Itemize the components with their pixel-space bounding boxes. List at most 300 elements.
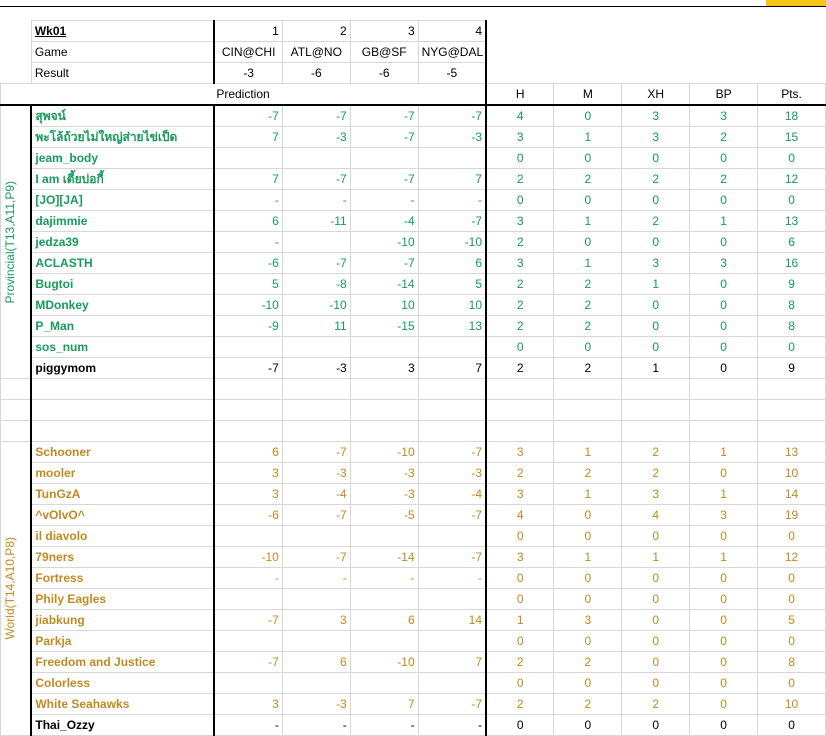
stat-header-spacer — [486, 21, 554, 42]
stat-value: 3 — [622, 127, 690, 148]
points-value: 12 — [758, 169, 826, 190]
empty-cell — [1, 400, 32, 421]
pick-value[interactable]: -7 — [214, 610, 282, 631]
player-name[interactable]: สุพจน์ — [31, 105, 214, 127]
pick-value[interactable]: -10 — [350, 652, 418, 673]
pick-value[interactable]: -7 — [282, 547, 350, 568]
spacer-cell — [1, 0, 32, 21]
stat-value: 1 — [554, 547, 622, 568]
table-row — [1, 673, 826, 694]
table-row — [1, 127, 826, 148]
stat-value: 0 — [554, 232, 622, 253]
pick-value[interactable] — [282, 232, 350, 253]
stat-value: 2 — [690, 127, 758, 148]
stat-value: 0 — [690, 694, 758, 715]
stat-value: 0 — [486, 148, 554, 169]
pick-value[interactable]: -7 — [418, 442, 486, 463]
stat-header-spacer — [758, 42, 826, 63]
stat-value: 0 — [622, 610, 690, 631]
pick-value[interactable] — [214, 148, 282, 169]
points-value: 0 — [758, 526, 826, 547]
separator-row — [1, 400, 826, 421]
player-name[interactable]: Freedom and Justice — [31, 652, 214, 673]
week-label: Wk01 — [31, 21, 214, 42]
stat-value: 2 — [486, 358, 554, 379]
points-value: 19 — [758, 505, 826, 526]
pick-value[interactable]: - — [214, 715, 282, 736]
pick-value[interactable]: - — [418, 190, 486, 211]
player-name[interactable]: P_Man — [31, 316, 214, 337]
pick-value[interactable]: -7 — [214, 105, 282, 127]
header-row-prediction — [1, 84, 826, 106]
pick-value[interactable]: - — [418, 715, 486, 736]
pick-value[interactable] — [350, 673, 418, 694]
pick-value[interactable]: -10 — [350, 232, 418, 253]
pick-value[interactable] — [214, 673, 282, 694]
points-value: 14 — [758, 484, 826, 505]
stat-header: XH — [622, 84, 690, 106]
player-name[interactable]: Parkja — [31, 631, 214, 652]
points-value: 5 — [758, 610, 826, 631]
pick-value[interactable]: -6 — [214, 253, 282, 274]
empty-cell — [690, 421, 758, 442]
pick-value[interactable]: 6 — [418, 253, 486, 274]
points-value: 12 — [758, 547, 826, 568]
pick-value[interactable]: -7 — [418, 105, 486, 127]
pick-value[interactable]: -14 — [350, 547, 418, 568]
player-name[interactable]: jiabkung — [31, 610, 214, 631]
player-name[interactable]: Bugtoi — [31, 274, 214, 295]
stat-value: 4 — [486, 105, 554, 127]
table-row — [1, 148, 826, 169]
table-row — [1, 631, 826, 652]
pick-value[interactable]: -4 — [350, 211, 418, 232]
player-name[interactable]: White Seahawks — [31, 694, 214, 715]
stat-value: 4 — [486, 505, 554, 526]
stat-value: 2 — [622, 442, 690, 463]
table-row — [1, 274, 826, 295]
group-label-text: World(T14,A10,P8) — [3, 537, 17, 640]
stat-value: 3 — [486, 442, 554, 463]
empty-cell — [758, 400, 826, 421]
spacer-cell — [214, 0, 282, 21]
player-name[interactable]: sos_num — [31, 337, 214, 358]
stat-value: 1 — [622, 358, 690, 379]
stat-header-spacer — [690, 21, 758, 42]
player-name[interactable]: piggymom — [31, 358, 214, 379]
pick-value[interactable]: -15 — [350, 316, 418, 337]
pick-value[interactable]: 6 — [350, 610, 418, 631]
pick-value[interactable]: -7 — [282, 505, 350, 526]
pick-value[interactable]: -4 — [282, 484, 350, 505]
points-value: 10 — [758, 463, 826, 484]
pick-value[interactable]: -7 — [350, 253, 418, 274]
header-row-results — [1, 63, 826, 84]
group-col-header — [1, 42, 32, 63]
pick-value[interactable] — [282, 673, 350, 694]
pick-value[interactable]: -7 — [350, 105, 418, 127]
stat-value: 0 — [554, 631, 622, 652]
points-value: 13 — [758, 442, 826, 463]
stat-value: 2 — [486, 316, 554, 337]
game-result: -5 — [418, 63, 486, 84]
pick-value[interactable] — [418, 337, 486, 358]
player-name[interactable]: mooler — [31, 463, 214, 484]
points-value: 0 — [758, 631, 826, 652]
table-row — [1, 694, 826, 715]
stat-value: 0 — [690, 631, 758, 652]
pick-value[interactable] — [350, 148, 418, 169]
stat-value: 1 — [554, 484, 622, 505]
pick-value[interactable] — [214, 589, 282, 610]
group-label-text: Provincial(T13,A11,P9) — [3, 180, 17, 304]
stat-value: 3 — [554, 610, 622, 631]
pick-value[interactable]: 7 — [350, 694, 418, 715]
points-value: 0 — [758, 673, 826, 694]
stat-value: 2 — [486, 694, 554, 715]
points-value: 0 — [758, 589, 826, 610]
empty-cell — [554, 400, 622, 421]
points-value: 10 — [758, 694, 826, 715]
empty-cell — [622, 421, 690, 442]
pick-value[interactable]: 10 — [418, 295, 486, 316]
empty-cell — [622, 400, 690, 421]
top-spacer-row — [1, 0, 826, 21]
player-name[interactable]: Phily Eagles — [31, 589, 214, 610]
player-name[interactable]: Colorless — [31, 673, 214, 694]
pick-value[interactable]: -7 — [418, 505, 486, 526]
stat-value: 0 — [622, 631, 690, 652]
stat-header-spacer — [486, 42, 554, 63]
pick-value[interactable] — [282, 148, 350, 169]
pick-value[interactable]: 11 — [282, 316, 350, 337]
player-name[interactable]: [JO][JA] — [31, 190, 214, 211]
points-value: 8 — [758, 316, 826, 337]
stat-value: 1 — [690, 442, 758, 463]
table-row — [1, 484, 826, 505]
stat-value: 1 — [486, 610, 554, 631]
pick-value[interactable]: 6 — [214, 442, 282, 463]
pick-value[interactable] — [418, 631, 486, 652]
pick-value[interactable]: -10 — [214, 547, 282, 568]
pick-value[interactable] — [214, 631, 282, 652]
table-row — [1, 652, 826, 673]
stat-value: 0 — [622, 190, 690, 211]
pick-value[interactable]: -7 — [282, 169, 350, 190]
stat-value: 0 — [690, 568, 758, 589]
pick-value[interactable]: -10 — [350, 442, 418, 463]
player-name[interactable]: ACLASTH — [31, 253, 214, 274]
empty-cell — [350, 379, 418, 400]
stat-value: 2 — [554, 295, 622, 316]
pick-value[interactable]: -6 — [214, 505, 282, 526]
pick-value[interactable]: -3 — [282, 694, 350, 715]
empty-cell — [1, 421, 32, 442]
pick-value[interactable] — [214, 526, 282, 547]
stat-header-spacer — [690, 63, 758, 84]
pick-value[interactable]: 3 — [214, 484, 282, 505]
spacer-cell — [418, 0, 486, 21]
pick-value[interactable]: -7 — [282, 105, 350, 127]
pick-value[interactable]: 13 — [418, 316, 486, 337]
pick-value[interactable]: -3 — [418, 127, 486, 148]
stat-value: 2 — [554, 169, 622, 190]
pick-value[interactable]: -3 — [418, 463, 486, 484]
stat-value: 3 — [622, 484, 690, 505]
pick-value[interactable]: -5 — [350, 505, 418, 526]
stat-value: 2 — [486, 232, 554, 253]
stat-value: 3 — [486, 547, 554, 568]
stat-value: 0 — [690, 358, 758, 379]
points-value: 0 — [758, 190, 826, 211]
empty-cell — [31, 379, 214, 400]
stat-value: 0 — [554, 148, 622, 169]
table-row — [1, 337, 826, 358]
stat-value: 0 — [690, 463, 758, 484]
pick-value[interactable] — [418, 589, 486, 610]
stat-value: 1 — [690, 484, 758, 505]
group-label-world — [1, 442, 32, 736]
pick-value[interactable]: 3 — [214, 694, 282, 715]
stat-value: 0 — [486, 568, 554, 589]
table-row — [1, 568, 826, 589]
pick-value[interactable]: 3 — [350, 358, 418, 379]
stat-value: 2 — [554, 694, 622, 715]
stat-value: 0 — [690, 190, 758, 211]
pick-value[interactable]: -3 — [350, 484, 418, 505]
pick-value[interactable]: -8 — [282, 274, 350, 295]
player-name[interactable]: jedza39 — [31, 232, 214, 253]
stat-value: 0 — [486, 526, 554, 547]
stat-value: 2 — [622, 694, 690, 715]
pick-value[interactable]: -10 — [418, 232, 486, 253]
player-name[interactable]: MDonkey — [31, 295, 214, 316]
pick-value[interactable]: 7 — [214, 169, 282, 190]
stat-header: Pts. — [758, 84, 826, 106]
pick-value[interactable]: 5 — [214, 274, 282, 295]
pick-value[interactable]: -7 — [350, 169, 418, 190]
pick-value[interactable]: - — [350, 715, 418, 736]
pick-value[interactable]: 14 — [418, 610, 486, 631]
pick-value[interactable]: -11 — [282, 211, 350, 232]
pick-value[interactable]: - — [350, 568, 418, 589]
stat-value: 0 — [622, 652, 690, 673]
top-divider — [0, 6, 826, 7]
pick-value[interactable]: - — [214, 568, 282, 589]
empty-cell — [282, 379, 350, 400]
pick-value[interactable] — [418, 673, 486, 694]
stat-header-spacer — [758, 21, 826, 42]
points-value: 16 — [758, 253, 826, 274]
points-value: 9 — [758, 358, 826, 379]
empty-cell — [622, 379, 690, 400]
pick-value[interactable] — [214, 337, 282, 358]
pick-value[interactable]: -4 — [418, 484, 486, 505]
pick-value[interactable]: - — [214, 232, 282, 253]
pick-value[interactable]: - — [282, 190, 350, 211]
stat-value: 3 — [486, 484, 554, 505]
pick-value[interactable]: -10 — [282, 295, 350, 316]
game-matchup: NYG@DAL — [418, 42, 486, 63]
table-row — [1, 589, 826, 610]
spacer-cell — [622, 0, 690, 21]
empty-cell — [690, 379, 758, 400]
points-value: 0 — [758, 568, 826, 589]
pick-value[interactable]: -7 — [282, 442, 350, 463]
pick-value[interactable] — [418, 526, 486, 547]
stat-value: 0 — [622, 526, 690, 547]
stat-value: 0 — [690, 232, 758, 253]
table-row — [1, 211, 826, 232]
table-row — [1, 253, 826, 274]
stat-header-spacer — [690, 42, 758, 63]
stat-value: 2 — [622, 463, 690, 484]
game-result: -3 — [214, 63, 282, 84]
stat-value: 0 — [554, 105, 622, 127]
pick-value[interactable] — [282, 589, 350, 610]
pick-value[interactable]: -3 — [282, 127, 350, 148]
pick-value[interactable]: 7 — [418, 652, 486, 673]
pick-value[interactable]: 6 — [282, 652, 350, 673]
pick-value[interactable]: -3 — [350, 463, 418, 484]
pick-value[interactable]: 7 — [214, 127, 282, 148]
pick-value[interactable]: -3 — [282, 463, 350, 484]
stat-value: 3 — [486, 253, 554, 274]
table-row — [1, 232, 826, 253]
pick-value[interactable]: 3 — [282, 610, 350, 631]
empty-cell — [554, 421, 622, 442]
player-name[interactable]: ^vOlvO^ — [31, 505, 214, 526]
pick-value[interactable]: -10 — [214, 295, 282, 316]
stat-value: 1 — [554, 127, 622, 148]
pick-value[interactable] — [350, 589, 418, 610]
pick-value[interactable]: - — [214, 190, 282, 211]
stat-value: 2 — [554, 274, 622, 295]
pick-value[interactable]: 7 — [418, 169, 486, 190]
pick-value[interactable]: -7 — [418, 547, 486, 568]
pick-value[interactable] — [350, 631, 418, 652]
pick-value[interactable] — [418, 148, 486, 169]
pick-value[interactable]: -7 — [282, 253, 350, 274]
empty-cell — [31, 400, 214, 421]
stat-value: 0 — [486, 589, 554, 610]
table-row — [1, 442, 826, 463]
empty-cell — [418, 400, 486, 421]
stat-value: 2 — [486, 295, 554, 316]
stat-value: 1 — [622, 274, 690, 295]
player-name[interactable]: Fortress — [31, 568, 214, 589]
stat-value: 0 — [486, 715, 554, 736]
stat-value: 0 — [554, 589, 622, 610]
stat-value: 0 — [622, 673, 690, 694]
player-name[interactable]: il diavolo — [31, 526, 214, 547]
pick-value[interactable]: - — [418, 568, 486, 589]
stat-value: 0 — [486, 673, 554, 694]
points-value: 15 — [758, 127, 826, 148]
spacer-cell — [350, 0, 418, 21]
stat-value: 3 — [622, 253, 690, 274]
pick-value[interactable]: -3 — [282, 358, 350, 379]
stat-value: 2 — [554, 358, 622, 379]
player-name[interactable]: I am เตี้ยบ่อกี้ — [31, 169, 214, 190]
empty-cell — [31, 421, 214, 442]
player-name[interactable]: 79ners — [31, 547, 214, 568]
pick-value[interactable] — [282, 337, 350, 358]
stat-value: 0 — [554, 505, 622, 526]
pick-value[interactable]: -9 — [214, 316, 282, 337]
empty-cell — [214, 421, 282, 442]
pick-value[interactable]: - — [350, 190, 418, 211]
group-col-header — [1, 63, 32, 84]
pick-value[interactable] — [350, 526, 418, 547]
pick-value[interactable]: -7 — [418, 211, 486, 232]
pick-value[interactable]: - — [282, 568, 350, 589]
pick-value[interactable]: -7 — [214, 358, 282, 379]
stat-value: 2 — [554, 652, 622, 673]
player-name[interactable]: พะโล้ถ้วยไม่ใหญ่ส่ายไข่เป็ด — [31, 127, 214, 148]
pick-value[interactable]: 7 — [418, 358, 486, 379]
stat-header: H — [486, 84, 554, 106]
pick-value[interactable]: -14 — [350, 274, 418, 295]
player-name[interactable]: Thai_Ozzy — [31, 715, 214, 736]
pick-value[interactable]: 10 — [350, 295, 418, 316]
table-row — [1, 547, 826, 568]
player-name[interactable]: TunGzA — [31, 484, 214, 505]
pick-value[interactable]: -7 — [214, 652, 282, 673]
empty-cell — [418, 421, 486, 442]
empty-cell — [758, 421, 826, 442]
game-matchup: ATL@NO — [282, 42, 350, 63]
stat-value: 0 — [690, 589, 758, 610]
points-value: 18 — [758, 105, 826, 127]
stat-header-spacer — [758, 63, 826, 84]
group-col-header — [1, 21, 32, 42]
player-name[interactable]: Schooner — [31, 442, 214, 463]
result-row-label: Result — [31, 63, 214, 84]
pick-value[interactable]: 3 — [214, 463, 282, 484]
player-name[interactable]: jeam_body — [31, 148, 214, 169]
pick-value[interactable] — [350, 337, 418, 358]
stat-header-spacer — [554, 42, 622, 63]
table-row — [1, 169, 826, 190]
pick-value[interactable] — [282, 631, 350, 652]
pick-value[interactable]: 6 — [214, 211, 282, 232]
stat-value: 0 — [622, 295, 690, 316]
pick-value[interactable]: 5 — [418, 274, 486, 295]
stat-value: 1 — [690, 211, 758, 232]
stat-value: 1 — [554, 253, 622, 274]
empty-cell — [554, 379, 622, 400]
stat-value: 3 — [486, 211, 554, 232]
game-number: 3 — [350, 21, 418, 42]
stat-value: 2 — [486, 463, 554, 484]
stat-value: 0 — [554, 568, 622, 589]
stat-value: 2 — [554, 316, 622, 337]
pick-value[interactable] — [282, 526, 350, 547]
stat-value: 0 — [622, 715, 690, 736]
stat-header: M — [554, 84, 622, 106]
pick-value[interactable]: - — [282, 715, 350, 736]
stat-value: 0 — [690, 148, 758, 169]
stat-value: 2 — [486, 652, 554, 673]
stat-value: 0 — [554, 673, 622, 694]
separator-row — [1, 379, 826, 400]
pick-value[interactable]: -7 — [350, 127, 418, 148]
prediction-label: Prediction — [1, 84, 487, 106]
points-value: 6 — [758, 232, 826, 253]
player-name[interactable]: dajimmie — [31, 211, 214, 232]
pick-value[interactable]: -7 — [418, 694, 486, 715]
